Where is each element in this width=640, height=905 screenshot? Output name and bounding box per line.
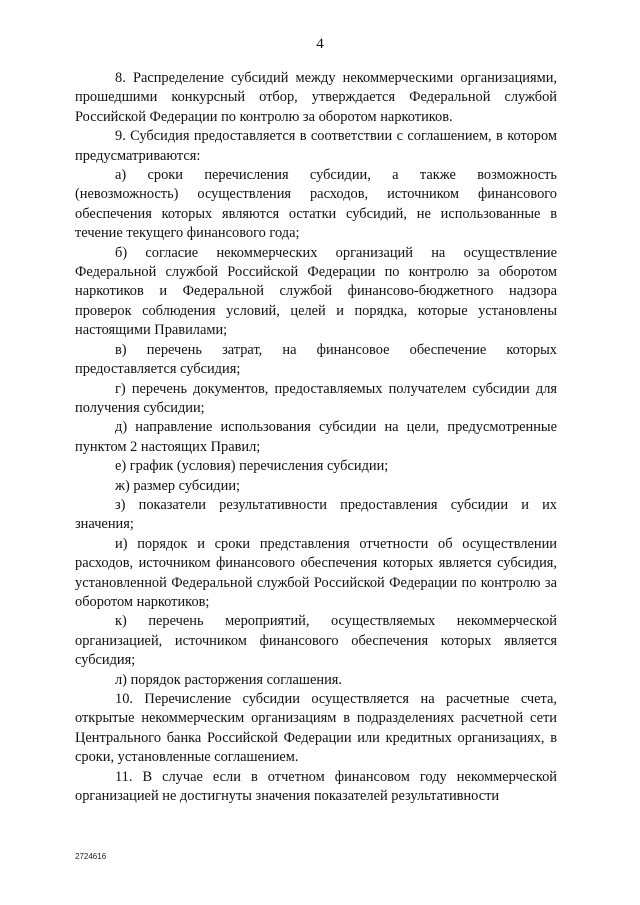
subitem-l: л) порядок расторжения соглашения. — [115, 671, 343, 688]
subitem-e: е) график (условия) перечисления субсидии; — [115, 458, 389, 475]
paragraph-8: 8. Распределение субсидий между некоммерческими организациями, прошедшими конкурсный отбор, утверждается Федеральной службой Российской Федерации по контролю за оборотом наркотиков. — [75, 70, 557, 125]
subitem-i: и) порядок и сроки представления отчетности об осуществлении расходов, источником финансового обеспечения которых является субсидия, установленной Федеральной службой Российской Федерации по контролю за оборотом наркотиков; — [75, 535, 557, 610]
subitem-g: г) перечень документов, предоставляемых получателем субсидии для получения субсидии; — [75, 380, 557, 416]
subitem-zh: ж) размер субсидии; — [115, 477, 241, 494]
document-body — [75, 69, 557, 806]
subitem-v: в) перечень затрат, на финансовое обеспечение которых предоставляется субсидия; — [75, 341, 557, 378]
paragraph-11: 11. В случае если в отчетном финансовом году некоммерческой организацией не достигнуты значения показателей результативности — [75, 768, 557, 805]
subitem-z: з) показатели результативности предоставления субсидии и их значения; — [75, 496, 557, 533]
page-number: 4 — [316, 36, 324, 52]
subitem-d: д) направление использования субсидии на цели, предусмотренные пунктом 2 настоящих Правил; — [75, 419, 557, 455]
paragraph-10: 10. Перечисление субсидии осуществляется на расчетные счета, открытые некоммерческим организациям в подразделениях расчетной сети Центрального банка Российской Федерации или кредитных организациях, в сроки, установленные соглашением. — [75, 691, 557, 766]
paragraph-9: 9. Субсидия предоставляется в соответствии с соглашением, в котором предусматриваются: — [75, 128, 557, 164]
subitem-b: б) согласие некоммерческих организаций на осуществление Федеральной службой Российской Федерации по контролю за оборотом наркотиков и Федеральной службой финансово-бюджетного надзора проверок соблюдения условий, целей и порядка, которые установлены настоящими Правилами; — [75, 244, 557, 339]
subitem-k: к) перечень мероприятий, осуществляемых некоммерческой организацией, источником финансового обеспечения которых является субсидия; — [75, 613, 557, 669]
subitem-a: а) сроки перечисления субсидии, а также возможность (невозможность) осуществления расходов, источником финансового обеспечения которых являются остатки субсидий, не использованные в течение текущего финансового года; — [75, 167, 557, 242]
document-code: 2724616 — [75, 852, 107, 861]
